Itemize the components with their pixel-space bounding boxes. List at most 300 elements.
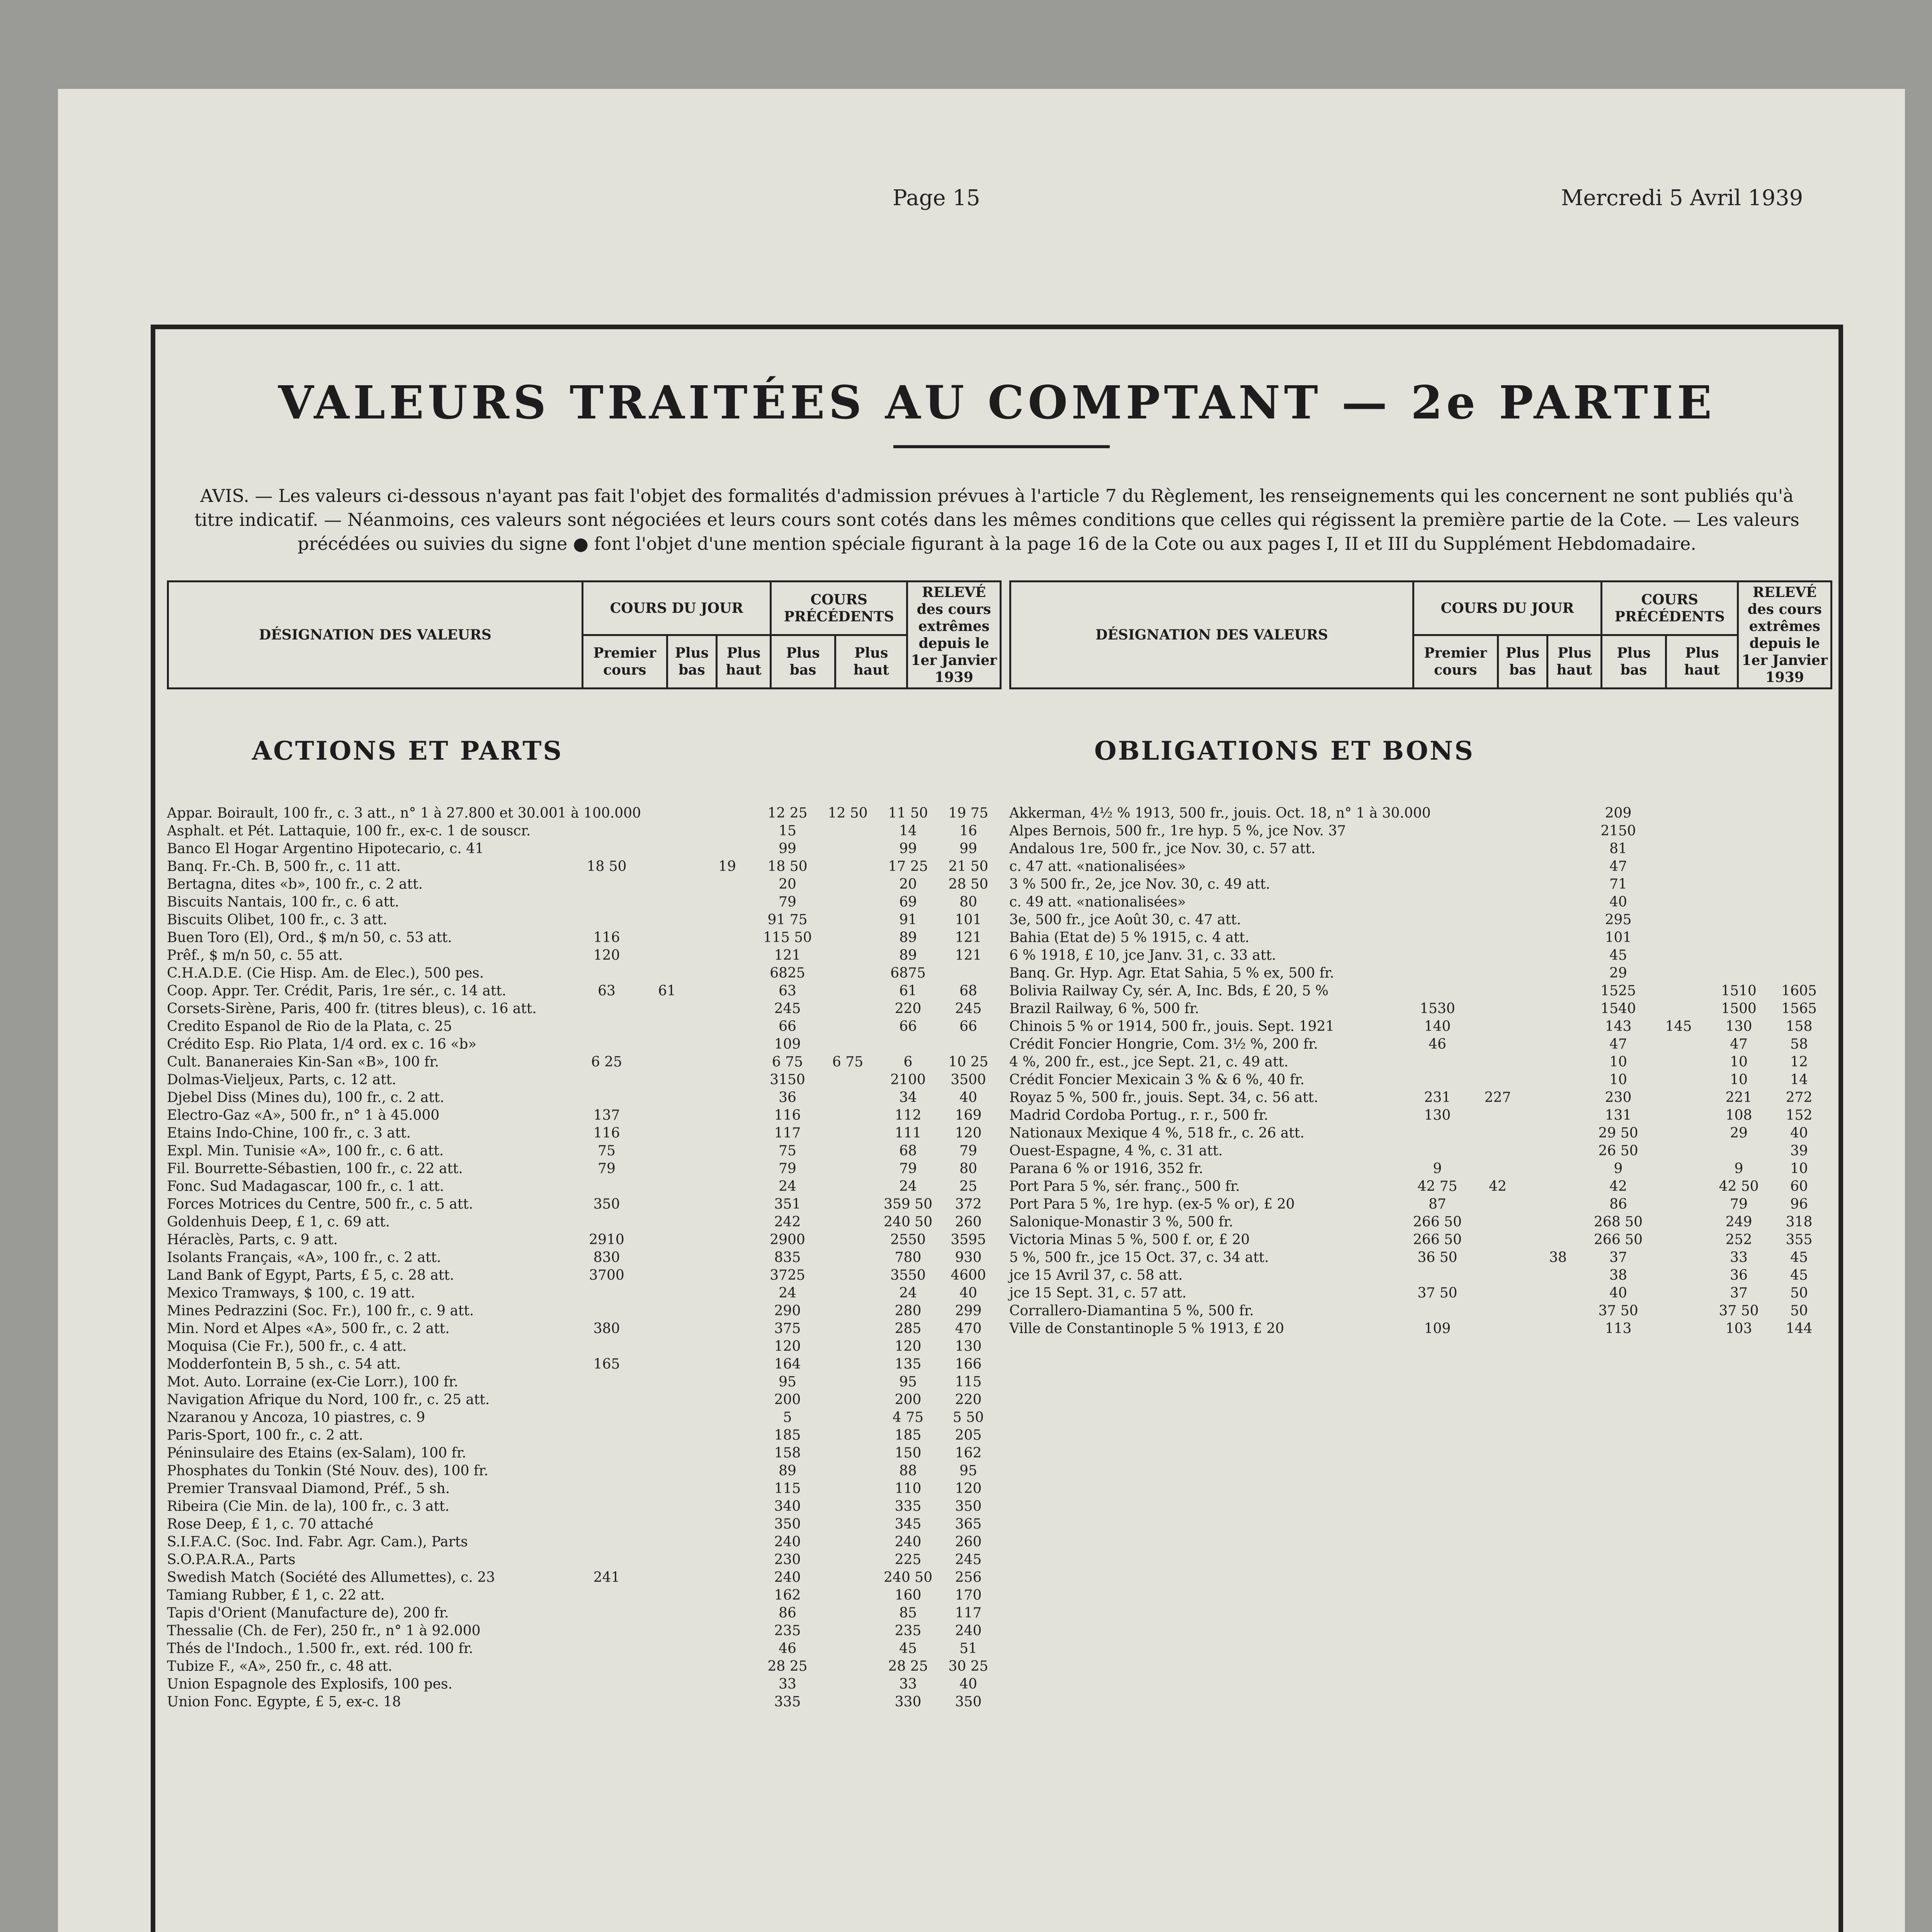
valeur-cours: 115: [774, 1481, 801, 1497]
valeur-cours: 79: [899, 1161, 917, 1177]
valeur-cours: 120: [593, 947, 620, 963]
valeur-cours: 50: [1790, 1303, 1808, 1319]
valeur-cours: 9: [1433, 1161, 1442, 1177]
valeur-cours: 144: [1786, 1321, 1813, 1337]
valeur-designation: Ville de Constantinople 5 % 1913, £ 20: [1009, 1321, 1284, 1337]
valeur-cours: [818, 911, 878, 929]
valeur-cours: [697, 1213, 757, 1231]
valeur-cours: [697, 1231, 757, 1249]
valeur-cours: [637, 911, 697, 929]
valeur-cours: 355: [1786, 1232, 1813, 1248]
table-row: [167, 1373, 1002, 1391]
valeur-cours: 24: [899, 1285, 917, 1301]
table-row: [167, 1107, 1002, 1124]
valeur-cours: [1648, 1249, 1709, 1267]
valeur-cours: 120: [774, 1338, 801, 1354]
valeur-cours: [1648, 1160, 1709, 1178]
table-row: [167, 1391, 1002, 1409]
valeur-cours: 91: [899, 912, 917, 928]
valeur-cours: [697, 1107, 757, 1124]
valeur-cours: [938, 964, 998, 982]
valeur-cours: [818, 1338, 878, 1355]
valeur-cours: 14: [1790, 1072, 1808, 1088]
valeur-cours: [1528, 1231, 1588, 1249]
valeur-cours: 10: [1730, 1072, 1748, 1088]
valeur-cours: [577, 1036, 637, 1053]
valeur-cours: [1468, 964, 1528, 982]
table-row: [167, 1587, 1002, 1604]
valeur-cours: [1407, 1267, 1468, 1284]
valeur-designation: Credito Espanol de Rio de la Plata, c. 25: [167, 1019, 452, 1034]
valeur-cours: [818, 964, 878, 982]
valeur-cours: 42: [1489, 1179, 1507, 1194]
valeur-cours: 24: [899, 1179, 917, 1194]
valeur-cours: 318: [1786, 1214, 1813, 1230]
valeur-cours: [818, 1551, 878, 1569]
valeur-cours: 137: [593, 1107, 620, 1123]
cote-frame: [151, 325, 1843, 1932]
valeur-cours: [577, 1018, 637, 1036]
valeur-cours: 6 25: [591, 1054, 622, 1070]
table-row: [1009, 1249, 1832, 1267]
valeur-cours: 39: [1790, 1143, 1808, 1159]
valeur-cours: [818, 1640, 878, 1658]
valeur-cours: [1468, 1196, 1528, 1213]
valeur-designation: 6 % 1918, £ 10, jce Janv. 31, c. 33 att.: [1009, 947, 1276, 963]
header-cours-du-jour: COURS DU JOUR: [583, 582, 771, 635]
valeur-cours: [1528, 858, 1588, 876]
valeur-cours: [697, 1071, 757, 1089]
valeur-cours: 45: [1609, 947, 1627, 963]
valeur-cours: [1648, 1036, 1709, 1053]
valeur-designation: Akkerman, 4½ % 1913, 500 fr., jouis. Oct. 18, n° 1 à 30.000: [1009, 805, 1431, 821]
valeur-cours: [1468, 1053, 1528, 1071]
valeur-cours: [1528, 1071, 1588, 1089]
valeur-cours: [1648, 840, 1709, 858]
valeur-cours: [637, 1409, 697, 1427]
valeur-cours: 245: [955, 1001, 982, 1017]
valeur-cours: [818, 1533, 878, 1551]
valeur-designation: Corsets-Sirène, Paris, 400 fr. (titres bleus), c. 16 att.: [167, 1001, 537, 1017]
valeur-cours: [697, 1178, 757, 1196]
valeur-cours: [938, 1036, 998, 1053]
valeur-cours: [1528, 1284, 1588, 1302]
valeur-cours: [1709, 947, 1769, 964]
valeur-designation: Fonc. Sud Madagascar, 100 fr., c. 1 att.: [167, 1179, 444, 1194]
valeur-cours: [697, 1569, 757, 1587]
valeur-cours: [818, 1658, 878, 1675]
valeur-cours: 158: [1786, 1019, 1813, 1034]
valeur-designation: Parana 6 % or 1916, 352 fr.: [1009, 1161, 1203, 1177]
valeur-cours: 26 50: [1598, 1143, 1638, 1159]
valeur-cours: 3595: [951, 1232, 986, 1248]
valeur-cours: [577, 964, 637, 982]
valeur-cours: [1648, 858, 1709, 876]
valeur-cours: [1528, 929, 1588, 947]
valeur-cours: [697, 1302, 757, 1320]
valeur-cours: 1565: [1781, 1001, 1817, 1017]
valeur-cours: 169: [955, 1107, 982, 1123]
valeur-cours: [1468, 1071, 1528, 1089]
header-designation-right: DÉSIGNATION DES VALEURS: [1010, 582, 1413, 689]
valeur-cours: [697, 911, 757, 929]
valeur-designation: Bertagna, dites «b», 100 fr., c. 2 att.: [167, 876, 423, 892]
valeur-cours: 37: [1609, 1250, 1627, 1265]
valeur-cours: 86: [1609, 1196, 1627, 1212]
valeur-designation: Nzaranou y Ancoza, 10 piastres, c. 9: [167, 1410, 425, 1425]
valeur-cours: 99: [779, 841, 796, 857]
valeur-designation: Goldenhuis Deep, £ 1, c. 69 att.: [167, 1214, 390, 1230]
valeur-cours: [577, 1604, 637, 1622]
valeur-cours: [697, 1444, 757, 1462]
table-row: [167, 876, 1002, 893]
valeur-cours: 88: [899, 1463, 917, 1479]
table-row: [167, 1196, 1002, 1213]
valeur-cours: 108: [1725, 1107, 1752, 1123]
valeur-cours: 34: [899, 1090, 917, 1105]
valeur-designation: c. 49 att. «nationalisées»: [1009, 894, 1186, 910]
valeur-cours: 66: [959, 1019, 977, 1034]
valeur-cours: [697, 1338, 757, 1355]
table-row: [167, 1142, 1002, 1160]
valeur-cours: [1407, 1124, 1468, 1142]
valeur-cours: [577, 876, 637, 893]
table-row: [1009, 893, 1832, 911]
valeur-cours: [577, 822, 637, 840]
valeur-designation: Madrid Cordoba Portug., r. r., 500 fr.: [1009, 1107, 1269, 1123]
valeur-cours: 47: [1730, 1036, 1748, 1052]
valeur-cours: [577, 1587, 637, 1604]
valeur-cours: [697, 1089, 757, 1107]
valeur-cours: [637, 822, 697, 840]
valeur-cours: [1648, 804, 1709, 822]
valeur-cours: [818, 1107, 878, 1124]
valeur-cours: 45: [1790, 1267, 1808, 1283]
valeur-cours: [1407, 1053, 1468, 1071]
table-row: [167, 1000, 1002, 1018]
valeur-cours: 115: [955, 1374, 982, 1390]
valeur-designation: 3e, 500 fr., jce Août 30, c. 47 att.: [1009, 912, 1241, 928]
valeur-cours: [697, 1053, 757, 1071]
valeur-cours: 46: [1429, 1036, 1446, 1052]
valeur-cours: [637, 1000, 697, 1018]
valeur-cours: [1528, 822, 1588, 840]
valeur-cours: 95: [779, 1374, 796, 1390]
valeur-cours: [577, 1373, 637, 1391]
valeur-cours: [637, 1124, 697, 1142]
valeur-cours: 11 50: [888, 805, 928, 821]
valeur-cours: [1468, 876, 1528, 893]
valeur-designation: Modderfontein B, 5 sh., c. 54 att.: [167, 1356, 401, 1372]
valeur-cours: 170: [955, 1587, 982, 1603]
valeur-cours: 266 50: [1413, 1214, 1462, 1230]
valeur-cours: [637, 1480, 697, 1498]
valeur-cours: [637, 929, 697, 947]
valeur-cours: 29: [1730, 1125, 1748, 1141]
valeur-cours: [577, 1338, 637, 1355]
valeur-cours: 86: [779, 1605, 796, 1621]
valeur-cours: 85: [899, 1605, 917, 1621]
valeur-cours: [637, 947, 697, 964]
valeur-cours: 18 50: [767, 859, 808, 874]
page-date: Mercredi 5 Avril 1939: [1561, 185, 1803, 211]
valeur-cours: 1530: [1420, 1001, 1455, 1017]
valeur-cours: 63: [598, 983, 616, 999]
table-row: [167, 964, 1002, 982]
header-cours-precedents-right: COURS PRÉCÉDENTS: [1602, 582, 1738, 635]
valeur-cours: 79: [779, 1161, 796, 1177]
valeur-cours: [818, 1355, 878, 1373]
table-row: [167, 804, 1002, 822]
valeur-cours: [577, 911, 637, 929]
valeur-cours: [577, 1640, 637, 1658]
valeur-cours: 14: [899, 823, 917, 839]
valeur-cours: [818, 1480, 878, 1498]
valeur-cours: 28 25: [767, 1658, 808, 1674]
valeur-designation: Cult. Bananeraies Kin-San «B», 100 fr.: [167, 1054, 439, 1070]
table-row: [167, 1480, 1002, 1498]
valeur-cours: 40: [1609, 894, 1627, 910]
valeur-cours: 3700: [589, 1267, 624, 1283]
valeur-cours: [697, 1018, 757, 1036]
valeur-cours: 245: [774, 1001, 801, 1017]
valeur-cours: [697, 1036, 757, 1053]
valeur-cours: 130: [1424, 1107, 1451, 1123]
valeur-cours: [1769, 858, 1829, 876]
valeur-cours: [577, 1515, 637, 1533]
table-row: [1009, 1213, 1832, 1231]
valeur-cours: 3550: [890, 1267, 926, 1283]
valeur-cours: [1468, 982, 1528, 1000]
table-row: [167, 1036, 1002, 1053]
valeur-cours: 240: [774, 1534, 801, 1550]
valeur-designation: Crédit Foncier Hongrie, Com. 3½ %, 200 fr.: [1009, 1036, 1318, 1052]
valeur-cours: [1648, 1124, 1709, 1142]
valeur-designation: Crédito Esp. Rio Plata, 1/4 ord. ex c. 16 «b»: [167, 1036, 477, 1052]
valeur-cours: 37: [1730, 1285, 1748, 1301]
valeur-cours: 121: [955, 930, 982, 946]
valeur-cours: [1709, 822, 1769, 840]
valeur-cours: 12: [1790, 1054, 1808, 1070]
valeur-cours: [637, 1053, 697, 1071]
header-cours-precedents: COURS PRÉCÉDENTS: [771, 582, 907, 635]
valeur-cours: [697, 929, 757, 947]
valeur-cours: 3150: [770, 1072, 805, 1088]
valeur-designation: Bahia (Etat de) 5 % 1915, c. 4 att.: [1009, 930, 1250, 946]
valeur-cours: 2910: [589, 1232, 624, 1248]
valeur-designation: jce 15 Sept. 31, c. 57 att.: [1009, 1285, 1187, 1301]
valeur-cours: 111: [895, 1125, 922, 1141]
valeur-cours: 101: [1605, 930, 1632, 946]
valeur-cours: 30 25: [948, 1658, 988, 1674]
table-row: [167, 1409, 1002, 1427]
table-row: [167, 1089, 1002, 1107]
valeur-cours: [1528, 1178, 1588, 1196]
valeur-cours: 158: [774, 1445, 801, 1461]
valeur-cours: [1528, 1036, 1588, 1053]
table-row: [167, 911, 1002, 929]
valeur-cours: 113: [1605, 1321, 1632, 1337]
valeur-cours: [818, 876, 878, 893]
table-row: [167, 1515, 1002, 1533]
valeur-cours: [637, 876, 697, 893]
valeur-cours: 68: [899, 1143, 917, 1159]
table-row: [167, 1320, 1002, 1338]
valeur-designation: Andalous 1re, 500 fr., jce Nov. 30, c. 57 att.: [1009, 841, 1316, 857]
valeur-cours: 6875: [890, 965, 926, 981]
valeur-cours: 69: [899, 894, 917, 910]
valeur-cours: [1528, 1107, 1588, 1124]
valeur-cours: [697, 1462, 757, 1480]
valeur-cours: [697, 1409, 757, 1427]
table-row: [1009, 804, 1832, 822]
valeur-cours: [1709, 804, 1769, 822]
valeur-cours: 1500: [1721, 1001, 1757, 1017]
valeur-cours: [697, 893, 757, 911]
valeur-cours: [697, 1160, 757, 1178]
valeur-designation: Swedish Match (Société des Allumettes), c. 23: [167, 1570, 495, 1585]
valeur-designation: S.O.P.A.R.A., Parts: [167, 1552, 296, 1568]
valeur-cours: [1528, 1160, 1588, 1178]
valeur-cours: 245: [955, 1552, 982, 1568]
table-row: [167, 947, 1002, 964]
header-prec-haut-right: Plus haut: [1666, 635, 1738, 689]
table-row: [167, 893, 1002, 911]
valeur-cours: [818, 1178, 878, 1196]
valeur-cours: [577, 1391, 637, 1409]
valeur-designation: Chinois 5 % or 1914, 500 fr., jouis. Sept. 1921: [1009, 1019, 1335, 1034]
valeur-cours: [697, 1427, 757, 1444]
valeur-cours: 33: [899, 1676, 917, 1692]
valeur-designation: Crédit Foncier Mexicain 3 % & 6 %, 40 fr.: [1009, 1072, 1304, 1088]
valeur-cours: [1769, 947, 1829, 964]
valeur-cours: [1407, 947, 1468, 964]
valeur-cours: 330: [895, 1694, 922, 1710]
valeur-cours: [1407, 964, 1468, 982]
valeur-cours: [1468, 804, 1528, 822]
valeur-cours: 60: [1790, 1179, 1808, 1194]
valeur-cours: [637, 1604, 697, 1622]
valeur-cours: [1648, 964, 1709, 982]
valeur-cours: [697, 840, 757, 858]
valeur-cours: 68: [959, 983, 977, 999]
valeur-cours: 19 75: [948, 805, 988, 821]
valeur-cours: 116: [593, 1125, 620, 1141]
valeur-cours: 66: [899, 1019, 917, 1034]
valeur-cours: 42 75: [1417, 1179, 1458, 1194]
valeur-cours: 51: [959, 1641, 977, 1656]
valeur-cours: [1468, 947, 1528, 964]
valeur-cours: [637, 1569, 697, 1587]
valeur-cours: [818, 1089, 878, 1107]
table-row: [1009, 1124, 1832, 1142]
valeur-designation: Etains Indo-Chine, 100 fr., c. 3 att.: [167, 1125, 411, 1141]
valeur-cours: 235: [774, 1623, 801, 1639]
valeur-cours: 18 50: [587, 859, 627, 874]
valeur-cours: 45: [899, 1641, 917, 1656]
valeur-cours: [577, 1622, 637, 1640]
valeur-cours: 109: [774, 1036, 801, 1052]
valeur-cours: [818, 1444, 878, 1462]
valeur-cours: [1407, 822, 1468, 840]
valeur-cours: [1528, 876, 1588, 893]
valeur-designation: Union Fonc. Egypte, £ 5, ex-c. 18: [167, 1694, 401, 1710]
header-prec-bas-right: Plus bas: [1602, 635, 1666, 689]
valeur-cours: [637, 1196, 697, 1213]
valeur-cours: [1769, 911, 1829, 929]
table-row: [1009, 1196, 1832, 1213]
valeur-cours: 227: [1484, 1090, 1511, 1105]
valeur-cours: [1528, 1196, 1588, 1213]
valeur-cours: 260: [955, 1534, 982, 1550]
valeur-cours: [1528, 1267, 1588, 1284]
valeur-designation: C.H.A.D.E. (Cie Hisp. Am. de Elec.), 500 pes.: [167, 965, 484, 981]
table-row: [1009, 1267, 1832, 1284]
valeur-cours: 299: [955, 1303, 982, 1319]
valeur-cours: 249: [1725, 1214, 1752, 1230]
valeur-cours: [1769, 929, 1829, 947]
valeur-cours: [818, 1373, 878, 1391]
valeur-cours: [1407, 929, 1468, 947]
page-number: Page 15: [893, 185, 980, 211]
valeur-cours: [637, 1391, 697, 1409]
valeur-cours: 290: [774, 1303, 801, 1319]
valeur-cours: [637, 1533, 697, 1551]
valeur-cours: [1528, 982, 1588, 1000]
valeur-cours: [697, 1551, 757, 1569]
valeur-cours: [1648, 1178, 1709, 1196]
valeur-designation: Brazil Railway, 6 %, 500 fr.: [1009, 1001, 1199, 1017]
valeur-cours: 29: [1609, 965, 1627, 981]
valeur-cours: [1468, 1213, 1528, 1231]
valeur-designation: Nationaux Mexique 4 %, 518 fr., c. 26 att.: [1009, 1125, 1304, 1141]
valeur-cours: [1468, 893, 1528, 911]
valeur-cours: [1648, 1142, 1709, 1160]
right-rows: [1009, 804, 1832, 1338]
valeur-cours: [637, 1658, 697, 1675]
valeur-cours: [697, 1604, 757, 1622]
header-premier-right: Premier cours: [1413, 635, 1498, 689]
table-row: [167, 1569, 1002, 1587]
valeur-designation: Thessalie (Ch. de Fer), 250 fr., n° 1 à 92.000: [167, 1623, 481, 1639]
valeur-cours: [637, 804, 697, 822]
valeur-cours: 2550: [890, 1232, 926, 1248]
valeur-cours: 17 25: [888, 859, 928, 874]
valeur-cours: 38: [1549, 1250, 1567, 1265]
table-row: [1009, 1071, 1832, 1089]
valeur-designation: Buen Toro (El), Ord., $ m/n 50, c. 53 att.: [167, 930, 452, 946]
valeur-cours: [1528, 840, 1588, 858]
valeur-cours: [697, 1658, 757, 1675]
valeur-cours: 345: [895, 1516, 922, 1532]
valeur-cours: [1709, 1142, 1769, 1160]
valeur-cours: 25: [959, 1179, 977, 1194]
valeur-cours: [1769, 876, 1829, 893]
valeur-cours: 9: [1614, 1161, 1623, 1177]
valeur-cours: 256: [955, 1570, 982, 1585]
table-row: [167, 1124, 1002, 1142]
valeur-cours: [1528, 1302, 1588, 1320]
valeur-cours: [1468, 1124, 1528, 1142]
valeur-designation: Corrallero-Diamantina 5 %, 500 fr.: [1009, 1303, 1254, 1319]
valeur-designation: Prêf., $ m/n 50, c. 55 att.: [167, 947, 343, 963]
valeur-cours: [637, 1587, 697, 1604]
valeur-designation: Asphalt. et Pét. Lattaquie, 100 fr., ex-c. 1 de souscr.: [167, 823, 531, 839]
table-row: [167, 822, 1002, 840]
table-row: [167, 982, 1002, 1000]
valeur-cours: 365: [955, 1516, 982, 1532]
valeur-cours: [1648, 1320, 1709, 1338]
